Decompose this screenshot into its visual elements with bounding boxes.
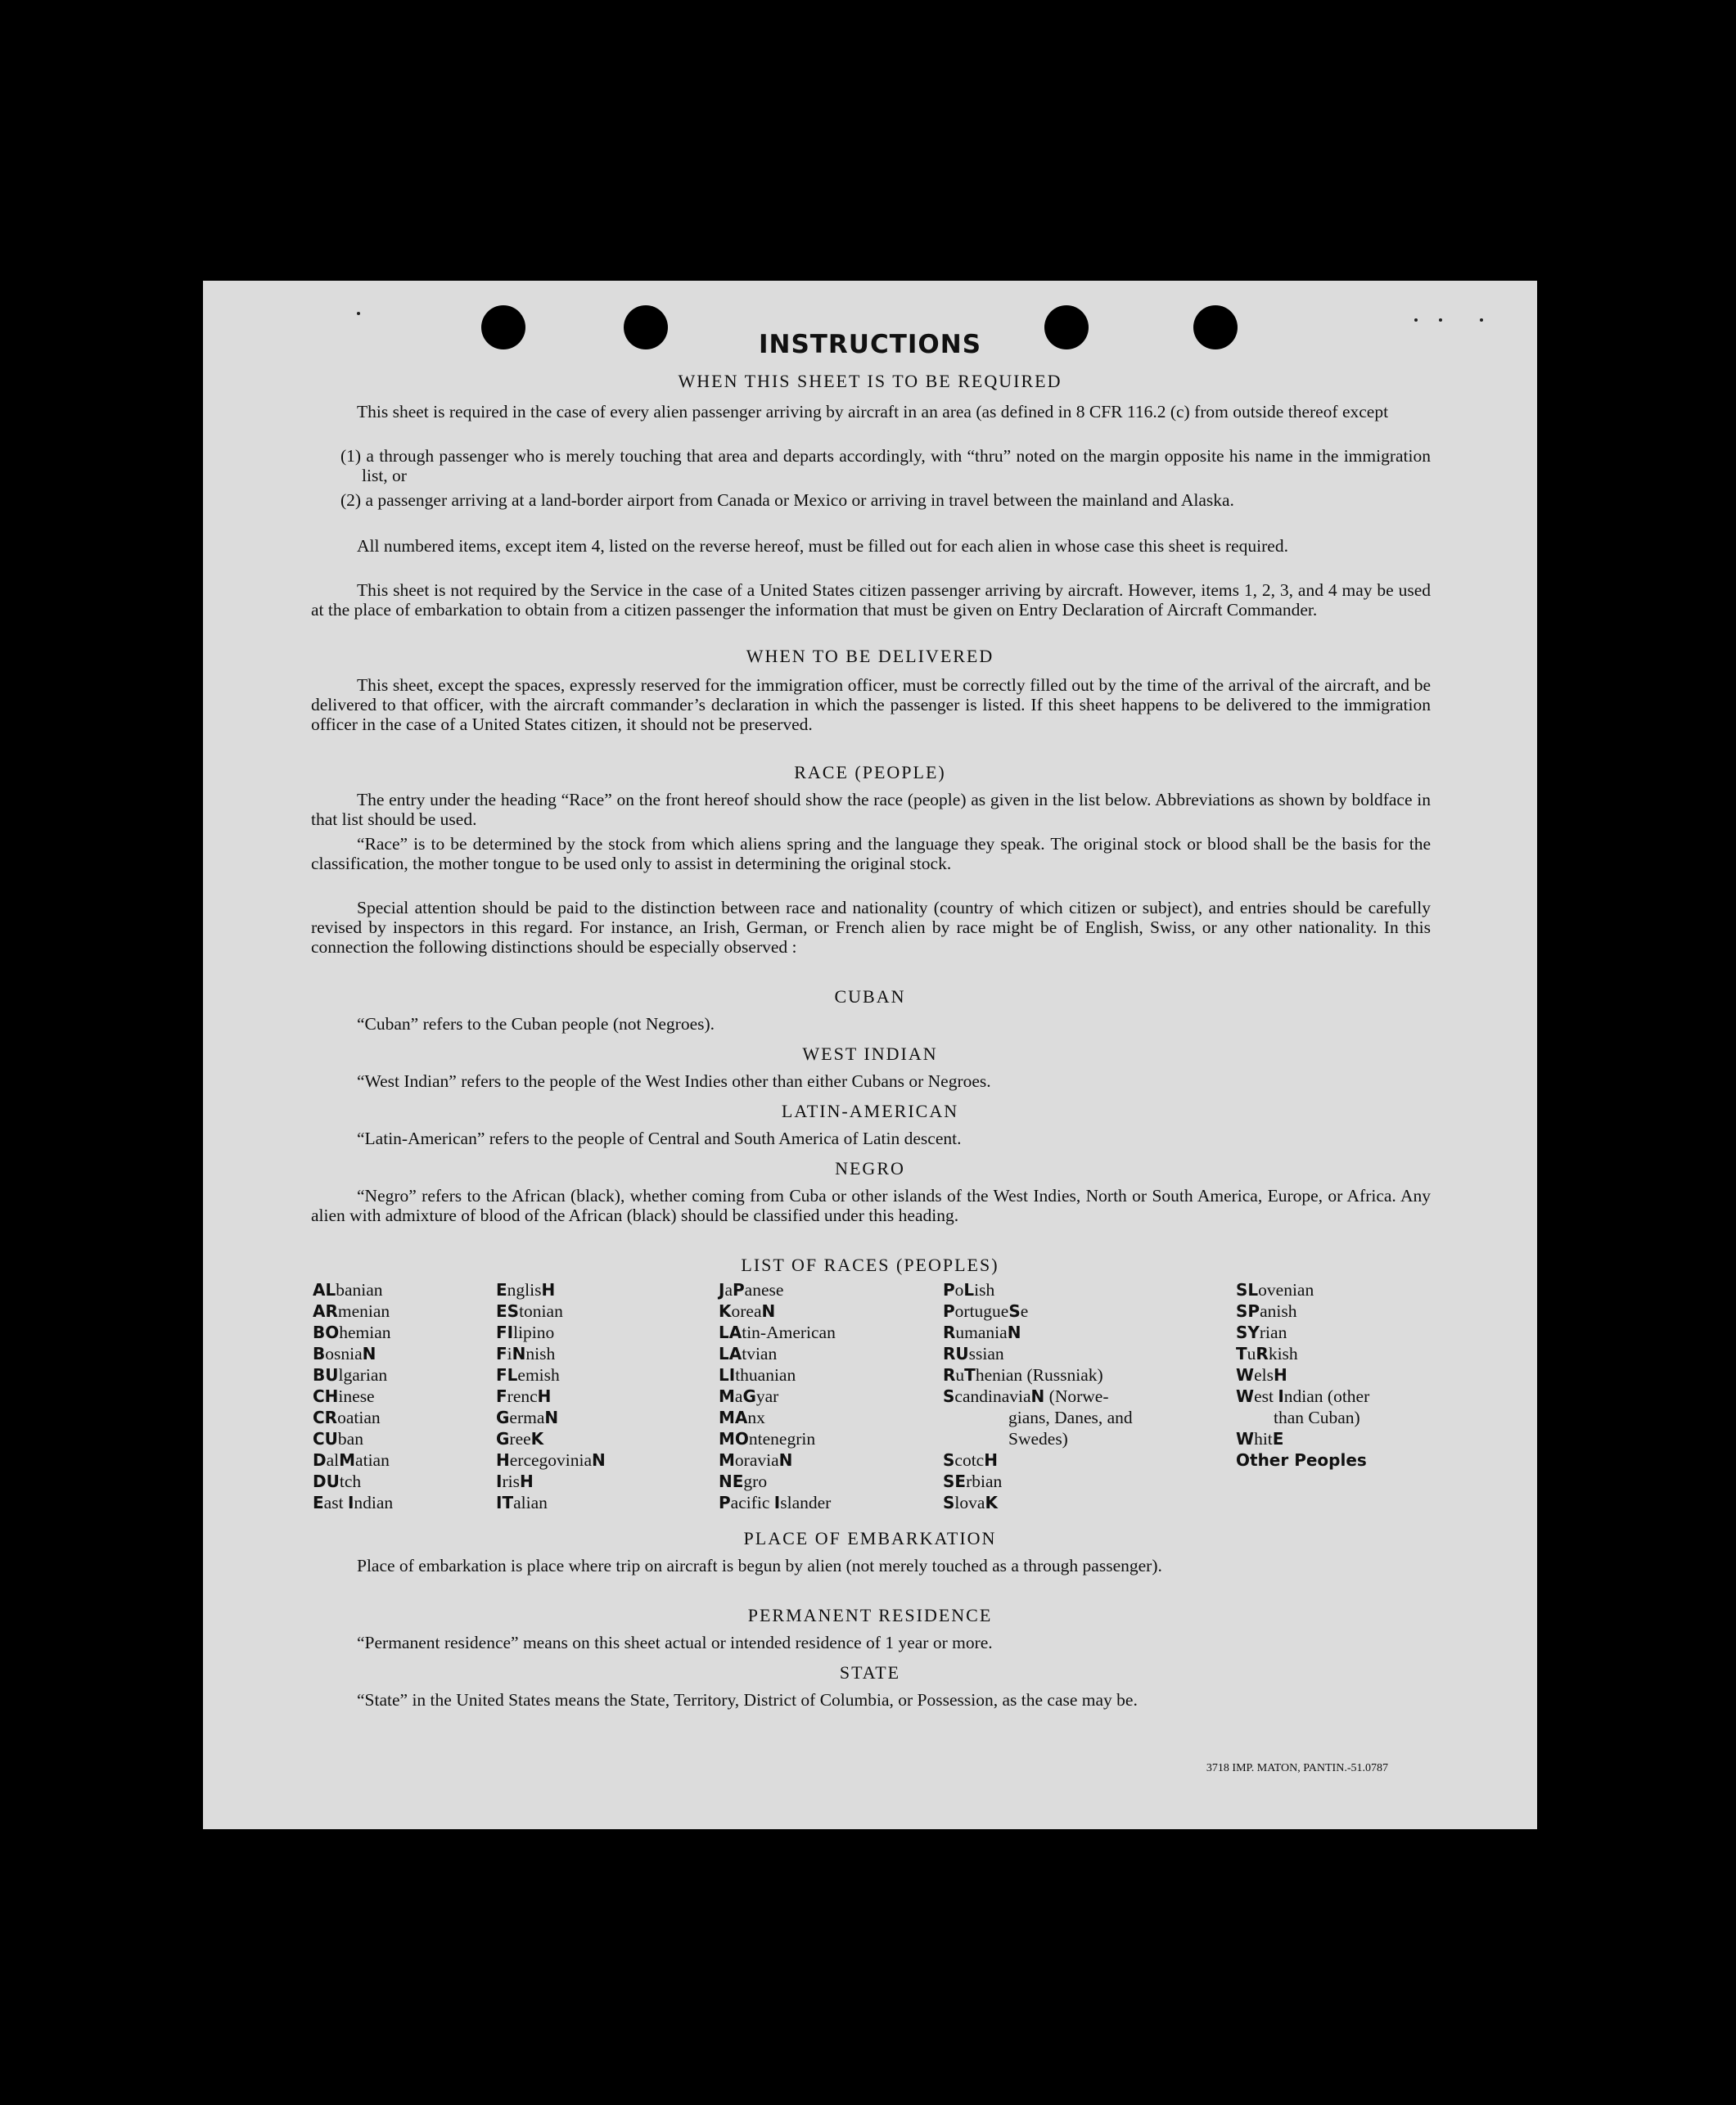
race-item: FLemish [496, 1365, 560, 1385]
paragraph-citizen: This sheet is not required by the Service in the case of a United States citizen passenger arriving by aircraft. However, items 1, 2, 3, and 4 may be used at the place of embarkation to obtain from a citizen passenger the information that must be given on Entry Declaration of Aircraft Commander. [311, 580, 1431, 620]
race-item: SYrian [1236, 1323, 1287, 1342]
race-item: MOntenegrin [719, 1429, 816, 1449]
heading-residence: PERMANENT RESIDENCE [747, 1605, 993, 1625]
race-item: WhitE [1236, 1429, 1284, 1449]
race-item: BosniaN [313, 1344, 377, 1364]
race-item: SPanish [1236, 1301, 1297, 1321]
paragraph-latin-american: “Latin-American” refers to the people of Central and South America of Latin descent. [357, 1129, 962, 1148]
race-item: DalMatian [313, 1450, 390, 1470]
heading-when-delivered: WHEN TO BE DELIVERED [746, 646, 994, 666]
paragraph-numbered-items: All numbered items, except item 4, listed on the reverse hereof, must be filled out for each alien in whose case this sheet is required. [357, 536, 1288, 556]
heading-races-list: LIST OF RACES (PEOPLES) [741, 1255, 999, 1275]
paragraph-intro: This sheet is required in the case of every alien passenger arriving by aircraft in an area (as defined in 8 CFR 116.2 (c) from outside thereof except [357, 402, 1389, 421]
race-item: RuThenian (Russniak) [943, 1365, 1103, 1385]
heading-race: RACE (PEOPLE) [794, 762, 946, 782]
races-column-1 [313, 1279, 393, 1513]
race-item: MoraviaN [719, 1450, 793, 1470]
race-item: GermaN [496, 1408, 559, 1427]
paragraph-west-indian: “West Indian” refers to the people of the West Indies other than either Cubans or Negroes. [357, 1071, 991, 1091]
race-item: ALbanian [313, 1280, 383, 1300]
paragraph-state: “State” in the United States means the State, Territory, District of Columbia, or Possession, as the case may be. [357, 1690, 1138, 1710]
race-item: Other Peoples [1236, 1450, 1367, 1470]
race-item: LAtvian [719, 1344, 778, 1364]
race-item: BOhemian [313, 1323, 391, 1342]
paragraph-residence: “Permanent residence” means on this sheet actual or intended residence of 1 year or more. [357, 1633, 993, 1652]
paragraph-cuban: “Cuban” refers to the Cuban people (not Negroes). [357, 1014, 715, 1034]
race-item: RumaniaN [943, 1323, 1021, 1342]
race-item: HercegoviniaN [496, 1450, 606, 1470]
races-column-5 [1236, 1279, 1369, 1471]
race-item: FiNnish [496, 1344, 556, 1364]
page-title: INSTRUCTIONS [758, 330, 982, 359]
race-item: PortugueSe [943, 1301, 1029, 1321]
paragraph-negro: “Negro” refers to the African (black), whether coming from Cuba or other islands of the West Indies, North or South America, Europe, or Africa. Any alien with admixture of blood of the African (black) should be classified under this heading. [311, 1186, 1431, 1225]
race-item: KoreaN [719, 1301, 776, 1321]
race-item: PoLish [943, 1280, 995, 1300]
races-column-2 [496, 1279, 606, 1513]
race-item: East Indian [313, 1493, 394, 1512]
race-item: MAnx [719, 1408, 765, 1427]
heading-embarkation: PLACE OF EMBARKATION [743, 1528, 997, 1548]
race-item: SLovenian [1236, 1280, 1314, 1300]
race-item: DUtch [313, 1472, 362, 1491]
race-item: than Cuban) [1274, 1408, 1360, 1427]
race-item: Swedes) [1008, 1429, 1068, 1449]
paragraph-race-2: “Race” is to be determined by the stock from which aliens spring and the language they speak. The original stock or blood shall be the basis for the classification, the mother tongue to be used only to assist in determining the original stock. [311, 834, 1431, 873]
paragraph-race-3: Special attention should be paid to the distinction between race and nationality (country of which citizen or subject), and entries should be carefully revised by inspectors in this regard. For instance, an Irish, German, or French alien by race might be of English, Swiss, or any other nationality. In this connection the following distinctions should be especially observed : [311, 898, 1431, 957]
race-item: SlovaK [943, 1493, 998, 1512]
race-item: CRoatian [313, 1408, 381, 1427]
race-item: SErbian [943, 1472, 1003, 1491]
heading-latin-american: LATIN-AMERICAN [781, 1101, 959, 1121]
heading-when-required: WHEN THIS SHEET IS TO BE REQUIRED [678, 371, 1062, 391]
race-item: ITalian [496, 1493, 548, 1512]
race-item: ScandinaviaN (Norwe- [943, 1386, 1109, 1406]
heading-negro: NEGRO [835, 1158, 905, 1179]
list-item-2: (2) a passenger arriving at a land-border airport from Canada or Mexico or arriving in travel between the mainland and Alaska. [340, 490, 1234, 510]
heading-cuban: CUBAN [834, 986, 906, 1007]
paragraph-embarkation: Place of embarkation is place where trip on aircraft is begun by alien (not merely touched as a through passenger). [357, 1556, 1162, 1575]
race-item: CHinese [313, 1386, 375, 1406]
race-item: gians, Danes, and [1008, 1408, 1133, 1427]
race-item: Pacific Islander [719, 1493, 832, 1512]
race-item: WelsH [1236, 1365, 1287, 1385]
race-item: CUban [313, 1429, 363, 1449]
race-item: West Indian (other [1236, 1386, 1370, 1406]
race-item: TuRkish [1236, 1344, 1298, 1364]
race-item: EnglisH [496, 1280, 556, 1300]
race-item: ScotcH [943, 1450, 998, 1470]
paragraph-race-1: The entry under the heading “Race” on the front hereof should show the race (people) as given in the list below. Abbreviations as shown by boldface in that list should be used. [311, 790, 1431, 829]
race-item: FIlipino [496, 1323, 555, 1342]
race-item: RUssian [943, 1344, 1004, 1364]
races-column-3 [719, 1279, 836, 1513]
race-item: ARmenian [313, 1301, 390, 1321]
race-item: IrisH [496, 1472, 534, 1491]
race-item: GreeK [496, 1429, 544, 1449]
document-sheet [203, 281, 1537, 1829]
printer-imprint: 3718 IMP. MATON, PANTIN.-51.0787 [1206, 1762, 1388, 1774]
race-item: BUlgarian [313, 1365, 388, 1385]
list-item-1: (1) a through passenger who is merely touching that area and departs accordingly, with “thru” noted on the margin opposite his name in the immigration list, or [340, 446, 1431, 485]
race-item: NEgro [719, 1472, 768, 1491]
heading-west-indian: WEST INDIAN [802, 1043, 938, 1064]
race-item: LIthuanian [719, 1365, 796, 1385]
paragraph-delivery: This sheet, except the spaces, expressly reserved for the immigration officer, must be correctly filled out by the time of the arrival of the aircraft, and be delivered to that officer, with the aircraft commander’s declaration in which the passenger is listed. If this sheet happens to be delivered to the immigration officer in the case of a United States citizen, it should not be preserved. [311, 675, 1431, 734]
race-item: JaPanese [719, 1280, 784, 1300]
race-item: EStonian [496, 1301, 563, 1321]
race-item: FrencH [496, 1386, 552, 1406]
race-item: MaGyar [719, 1386, 779, 1406]
heading-state: STATE [839, 1662, 901, 1683]
race-item: LAtin-American [719, 1323, 836, 1342]
races-column-4 [943, 1279, 1133, 1513]
